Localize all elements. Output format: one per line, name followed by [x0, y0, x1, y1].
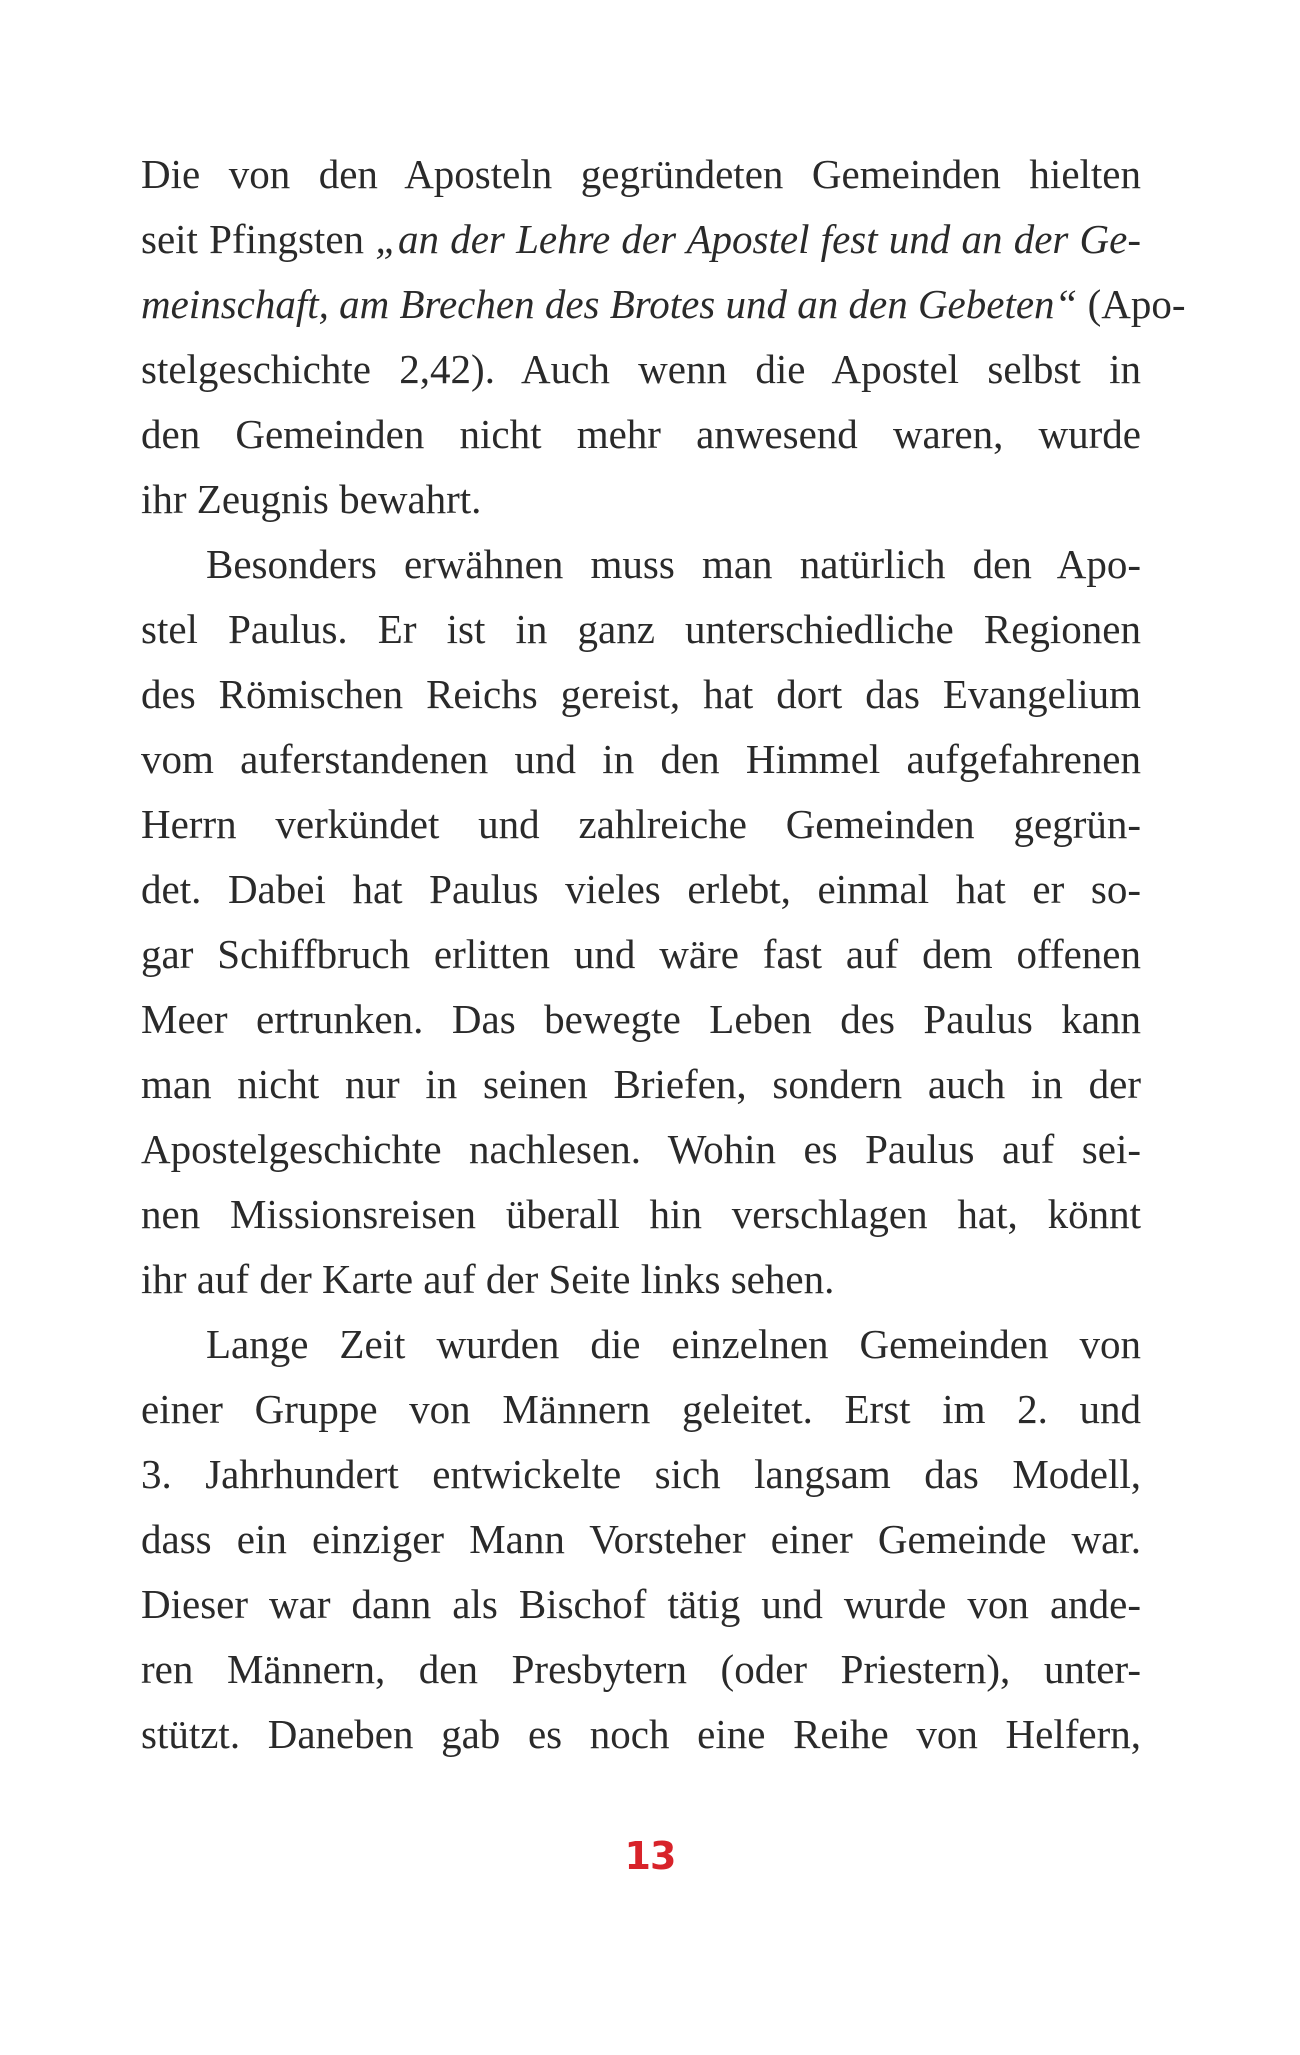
text-segment: Dieser war dann als Bischof tätig und wurde von ande-: [141, 1581, 1141, 1627]
body-text: [141, 142, 1186, 1767]
text-segment: dass ein einziger Mann Vorsteher einer Gemeinde war.: [141, 1516, 1141, 1562]
quotation-text: „an der Lehre der Apostel fest und an der Ge-: [375, 216, 1141, 262]
text-line: [141, 987, 1141, 1052]
text-line: [141, 1507, 1141, 1572]
text-segment: ihr Zeugnis bewahrt.: [141, 476, 482, 522]
text-line: [141, 467, 1141, 532]
text-segment: man nicht nur in seinen Briefen, sondern auch in der: [141, 1061, 1141, 1107]
text-segment: nen Missionsreisen überall hin verschlagen hat, könnt: [141, 1191, 1141, 1237]
text-segment: stützt. Daneben gab es noch eine Reihe von Helfern,: [141, 1711, 1141, 1757]
text-line: [141, 597, 1141, 662]
page-number: 13: [624, 1834, 676, 1878]
text-segment: vom auferstandenen und in den Himmel aufgefahrenen: [141, 736, 1141, 782]
text-segment: ren Männern, den Presbytern (oder Priestern), unter-: [141, 1646, 1141, 1692]
text-line: [141, 142, 1141, 207]
text-segment: gar Schiffbruch erlitten und wäre fast auf dem offenen: [141, 931, 1141, 977]
paragraph: [141, 142, 1186, 532]
text-line: [141, 922, 1141, 987]
text-line: [141, 792, 1141, 857]
text-segment: stel Paulus. Er ist in ganz unterschiedliche Regionen: [141, 606, 1141, 652]
text-line: [141, 1247, 1141, 1312]
quotation-text: meinschaft, am Brechen des Brotes und an den Gebeten“: [141, 281, 1078, 327]
text-segment: Besonders erwähnen muss man natürlich den Apo-: [206, 541, 1141, 587]
text-segment: ihr auf der Karte auf der Seite links sehen.: [141, 1256, 835, 1302]
paragraph: [141, 532, 1141, 1312]
text-line: [141, 402, 1141, 467]
text-segment: Die von den Aposteln gegründeten Gemeinden hielten: [141, 151, 1141, 197]
text-line: [141, 1312, 1141, 1377]
text-segment: (Apo-: [1077, 281, 1186, 327]
text-segment: Lange Zeit wurden die einzelnen Gemeinden von: [206, 1321, 1141, 1367]
text-segment: des Römischen Reichs gereist, hat dort das Evangelium: [141, 671, 1141, 717]
text-line: [141, 337, 1141, 402]
text-segment: det. Dabei hat Paulus vieles erlebt, einmal hat er so-: [141, 866, 1141, 912]
text-segment: seit Pfingsten: [141, 216, 376, 262]
text-segment: Herrn verkündet und zahlreiche Gemeinden gegrün-: [141, 801, 1141, 847]
text-line: [141, 1572, 1141, 1637]
paragraph: [141, 1312, 1141, 1767]
text-line: [141, 1442, 1141, 1507]
text-line: [141, 207, 1141, 272]
text-line: [141, 1117, 1141, 1182]
text-line: [141, 857, 1141, 922]
text-segment: 3. Jahrhundert entwickelte sich langsam das Modell,: [141, 1451, 1141, 1497]
text-line: [141, 532, 1141, 597]
text-segment: Meer ertrunken. Das bewegte Leben des Paulus kann: [141, 996, 1141, 1042]
text-line: [141, 1637, 1141, 1702]
text-line: [141, 1182, 1141, 1247]
text-segment: stelgeschichte 2,42). Auch wenn die Apostel selbst in: [141, 346, 1141, 392]
text-segment: einer Gruppe von Männern geleitet. Erst im 2. und: [141, 1386, 1141, 1432]
text-line: [141, 1377, 1141, 1442]
text-segment: den Gemeinden nicht mehr anwesend waren, wurde: [141, 411, 1141, 457]
text-line: [141, 272, 1186, 337]
text-segment: Apostelgeschichte nachlesen. Wohin es Paulus auf sei-: [141, 1126, 1141, 1172]
text-line: [141, 1052, 1141, 1117]
text-line: [141, 727, 1141, 792]
text-line: [141, 662, 1141, 727]
text-line: [141, 1702, 1141, 1767]
